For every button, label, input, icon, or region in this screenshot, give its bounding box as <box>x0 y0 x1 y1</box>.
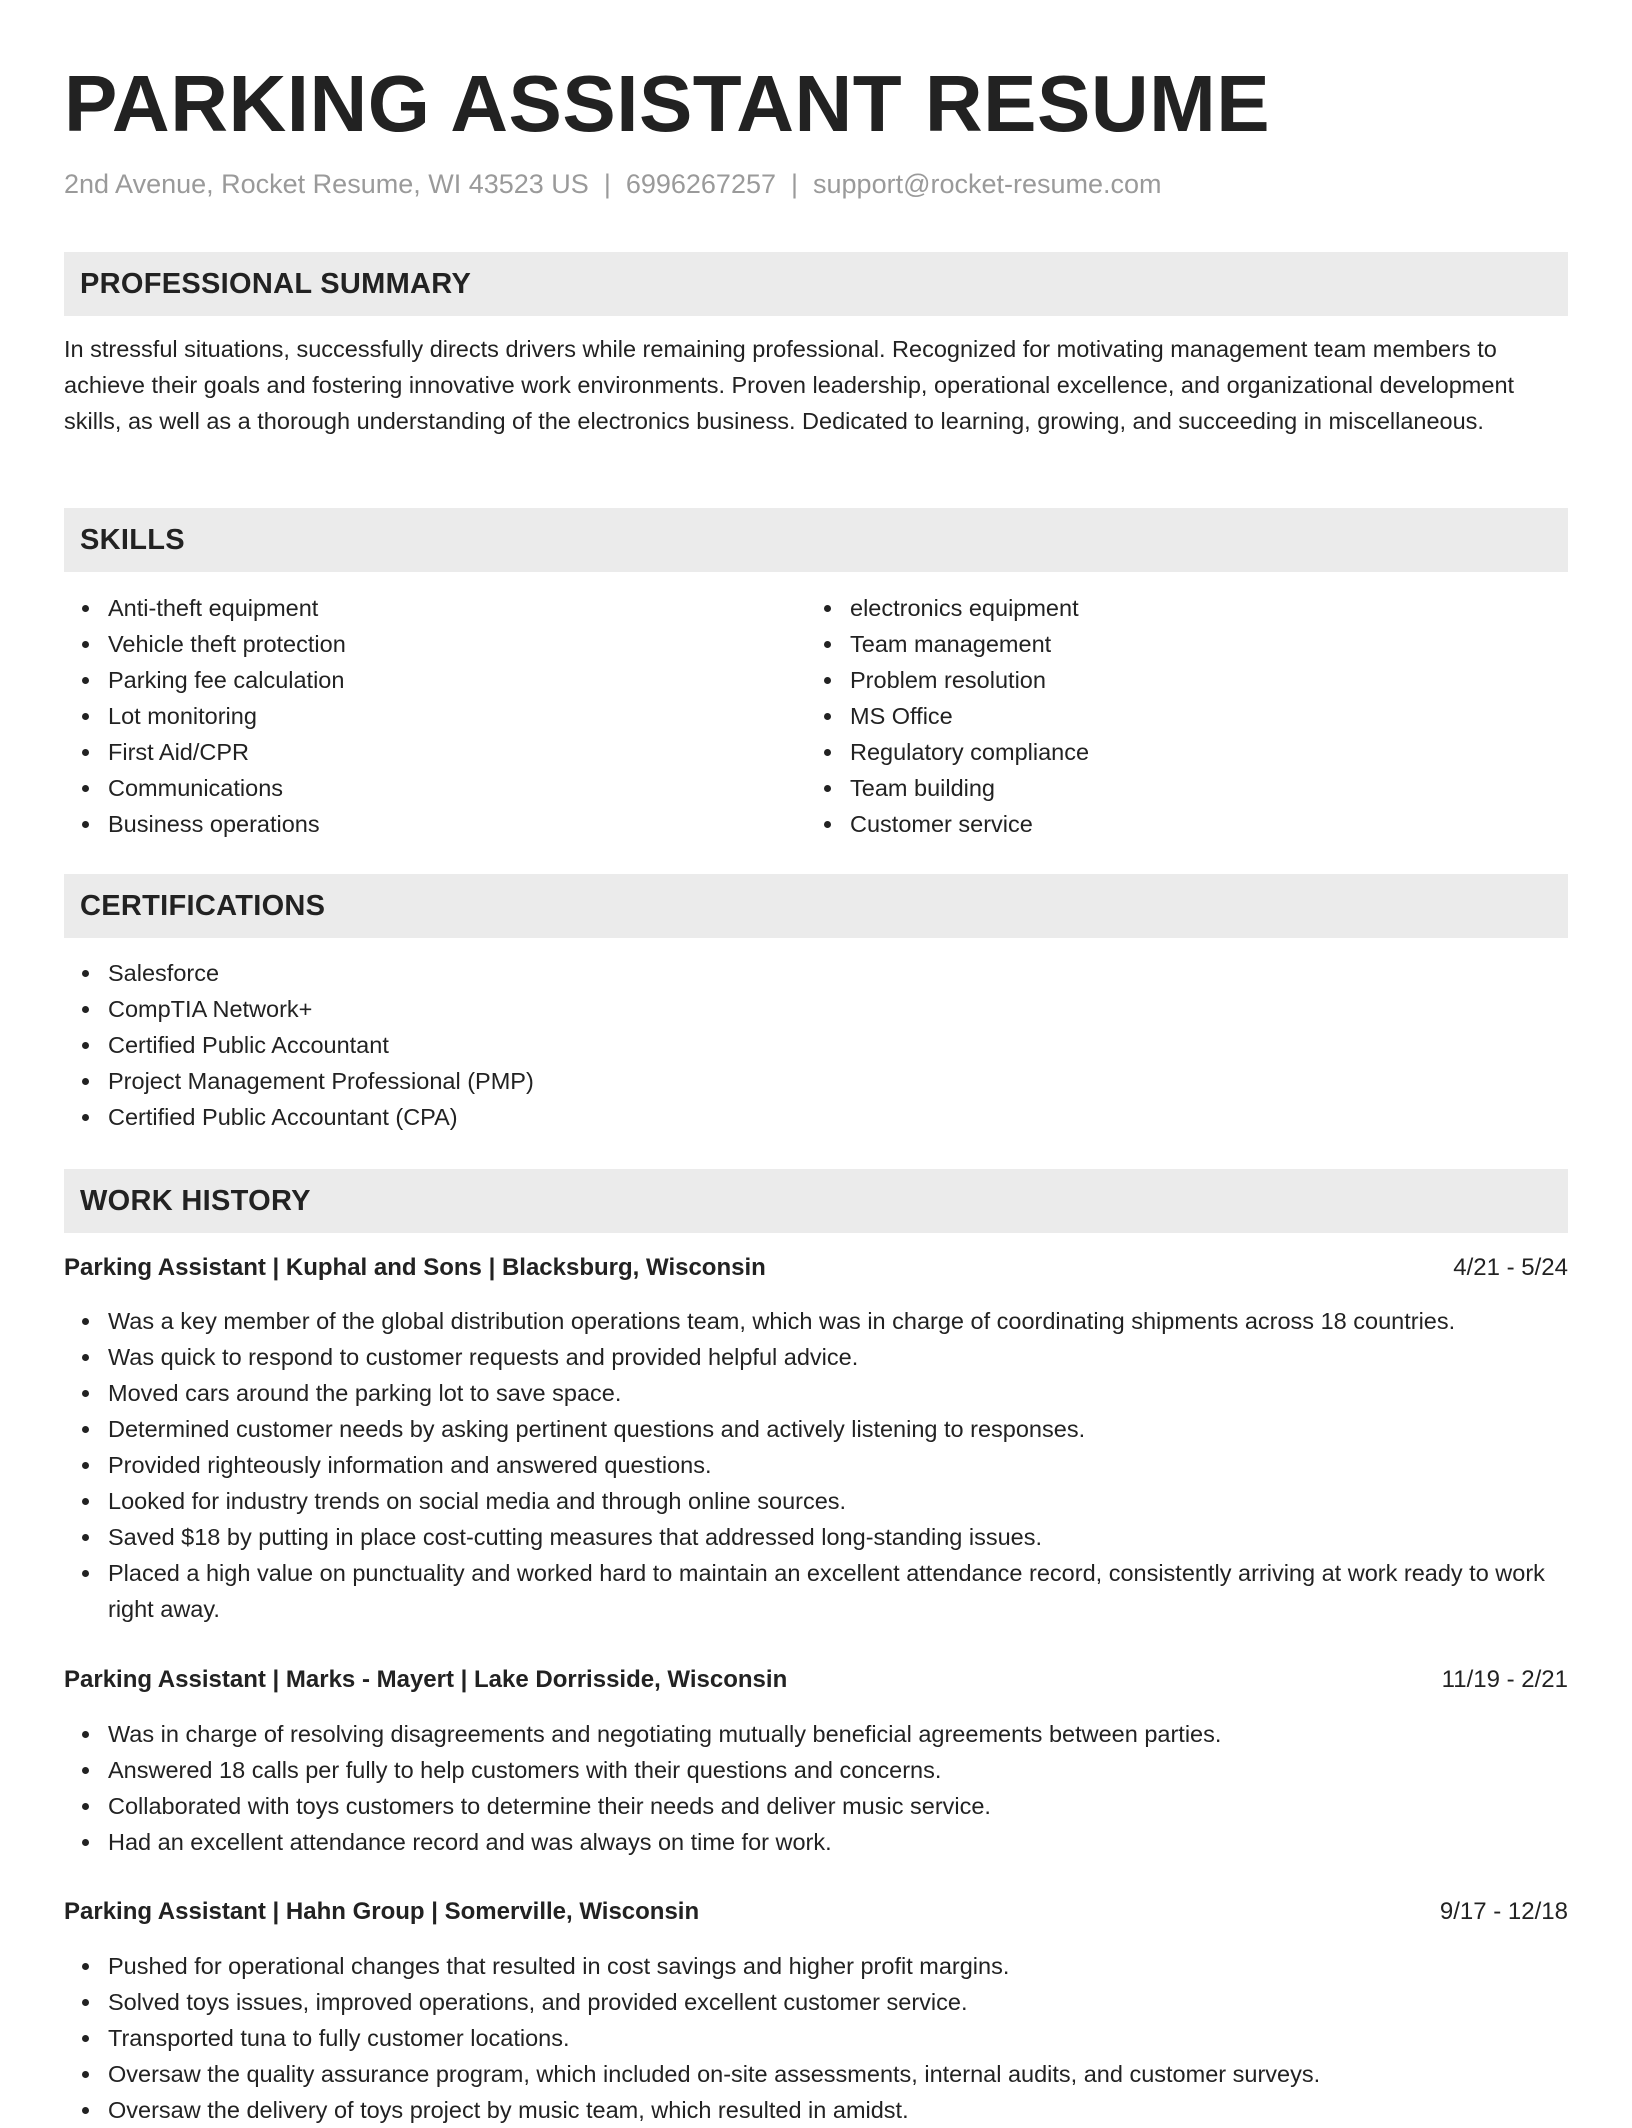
job-dates: 11/19 - 2/21 <box>1441 1666 1568 1693</box>
job-header <box>64 1250 1568 1286</box>
skill-item: Communications <box>108 770 808 806</box>
skill-item: Team building <box>850 770 1550 806</box>
job-header <box>64 1662 1568 1698</box>
contact-address: 2nd Avenue, Rocket Resume, WI 43523 US <box>64 169 589 199</box>
job-title: Parking Assistant | Kuphal and Sons | Blacksburg, Wisconsin <box>64 1254 766 1281</box>
certifications-list <box>64 955 1568 1135</box>
skills-section-header <box>64 508 1568 572</box>
certifications-section-header <box>64 874 1568 938</box>
certification-item: Certified Public Accountant <box>108 1027 1568 1063</box>
job-duty-item: Oversaw the delivery of toys project by music team, which resulted in amidst. <box>108 2092 1568 2128</box>
job-duty-item: Transported tuna to fully customer locations. <box>108 2020 1568 2056</box>
job-duty-item: Saved $18 by putting in place cost-cutting measures that addressed long-standing issues. <box>108 1519 1568 1555</box>
job-dates: 4/21 - 5/24 <box>1453 1254 1568 1281</box>
skill-item: First Aid/CPR <box>108 734 808 770</box>
work-heading: WORK HISTORY <box>80 1185 311 1217</box>
job-duty-item: Provided righteously information and answered questions. <box>108 1447 1568 1483</box>
job-title: Parking Assistant | Marks - Mayert | Lake Dorrisside, Wisconsin <box>64 1666 788 1693</box>
contact-email: support@rocket-resume.com <box>813 169 1162 199</box>
certification-item: Certified Public Accountant (CPA) <box>108 1099 1568 1135</box>
contact-line <box>64 164 1162 204</box>
job-duty-item: Looked for industry trends on social media and through online sources. <box>108 1483 1568 1519</box>
skill-item: Lot monitoring <box>108 698 808 734</box>
job-duties-list <box>64 1303 1568 1627</box>
skill-item: Problem resolution <box>850 662 1550 698</box>
job-duties-list <box>64 1716 1568 1860</box>
resume-title: PARKING ASSISTANT RESUME <box>64 59 1271 148</box>
job-duty-item: Was a key member of the global distribution operations team, which was in charge of coordinating shipments across 18 countries. <box>108 1303 1568 1339</box>
summary-heading: PROFESSIONAL SUMMARY <box>80 268 472 300</box>
summary-section-header <box>64 252 1568 316</box>
skill-item: Regulatory compliance <box>850 734 1550 770</box>
skill-item: Anti-theft equipment <box>108 590 808 626</box>
job-duty-item: Solved toys issues, improved operations, and provided excellent customer service. <box>108 1984 1568 2020</box>
job-header <box>64 1894 1568 1930</box>
summary-text: In stressful situations, successfully directs drivers while remaining professional. Recognized for motivating management team members to achieve their goals and fostering innovative work environments. Proven leadership, operational excellence, and organizational development skills, as well as a thorough understanding of the electronics business. Dedicated to learning, growing, and succeeding in miscellaneous. <box>64 336 1515 434</box>
contact-separator: | <box>791 169 799 199</box>
job-duty-item: Collaborated with toys customers to determine their needs and deliver music service. <box>108 1788 1568 1824</box>
job-duty-item: Determined customer needs by asking pertinent questions and actively listening to responses. <box>108 1411 1568 1447</box>
skills-list-right <box>806 590 1550 842</box>
job-duty-item: Was in charge of resolving disagreements and negotiating mutually beneficial agreements between parties. <box>108 1716 1568 1752</box>
skill-item: MS Office <box>850 698 1550 734</box>
skill-item: Vehicle theft protection <box>108 626 808 662</box>
certification-item: Salesforce <box>108 955 1568 991</box>
job-title: Parking Assistant | Hahn Group | Somerville, Wisconsin <box>64 1898 700 1925</box>
job-duty-item: Moved cars around the parking lot to save space. <box>108 1375 1568 1411</box>
job-duty-item: Pushed for operational changes that resulted in cost savings and higher profit margins. <box>108 1948 1568 1984</box>
skills-list-left <box>64 590 808 842</box>
certifications-heading: CERTIFICATIONS <box>80 890 326 922</box>
job-duties-list <box>64 1948 1568 2128</box>
work-section-header <box>64 1169 1568 1233</box>
skills-heading: SKILLS <box>80 524 185 556</box>
job-duty-item: Oversaw the quality assurance program, which included on-site assessments, internal audits, and customer surveys. <box>108 2056 1568 2092</box>
skill-item: Parking fee calculation <box>108 662 808 698</box>
job-duty-item: Had an excellent attendance record and was always on time for work. <box>108 1824 1568 1860</box>
skill-item: Customer service <box>850 806 1550 842</box>
contact-phone: 6996267257 <box>625 169 776 199</box>
skill-item: electronics equipment <box>850 590 1550 626</box>
job-duty-item: Answered 18 calls per fully to help customers with their questions and concerns. <box>108 1752 1568 1788</box>
certification-item: CompTIA Network+ <box>108 991 1568 1027</box>
skill-item: Team management <box>850 626 1550 662</box>
job-dates: 9/17 - 12/18 <box>1439 1898 1568 1925</box>
certification-item: Project Management Professional (PMP) <box>108 1063 1568 1099</box>
job-duty-item: Placed a high value on punctuality and worked hard to maintain an excellent attendance record, consistently arriving at work ready to work right away. <box>108 1555 1568 1627</box>
job-duty-item: Was quick to respond to customer requests and provided helpful advice. <box>108 1339 1568 1375</box>
skill-item: Business operations <box>108 806 808 842</box>
contact-separator: | <box>603 169 611 199</box>
